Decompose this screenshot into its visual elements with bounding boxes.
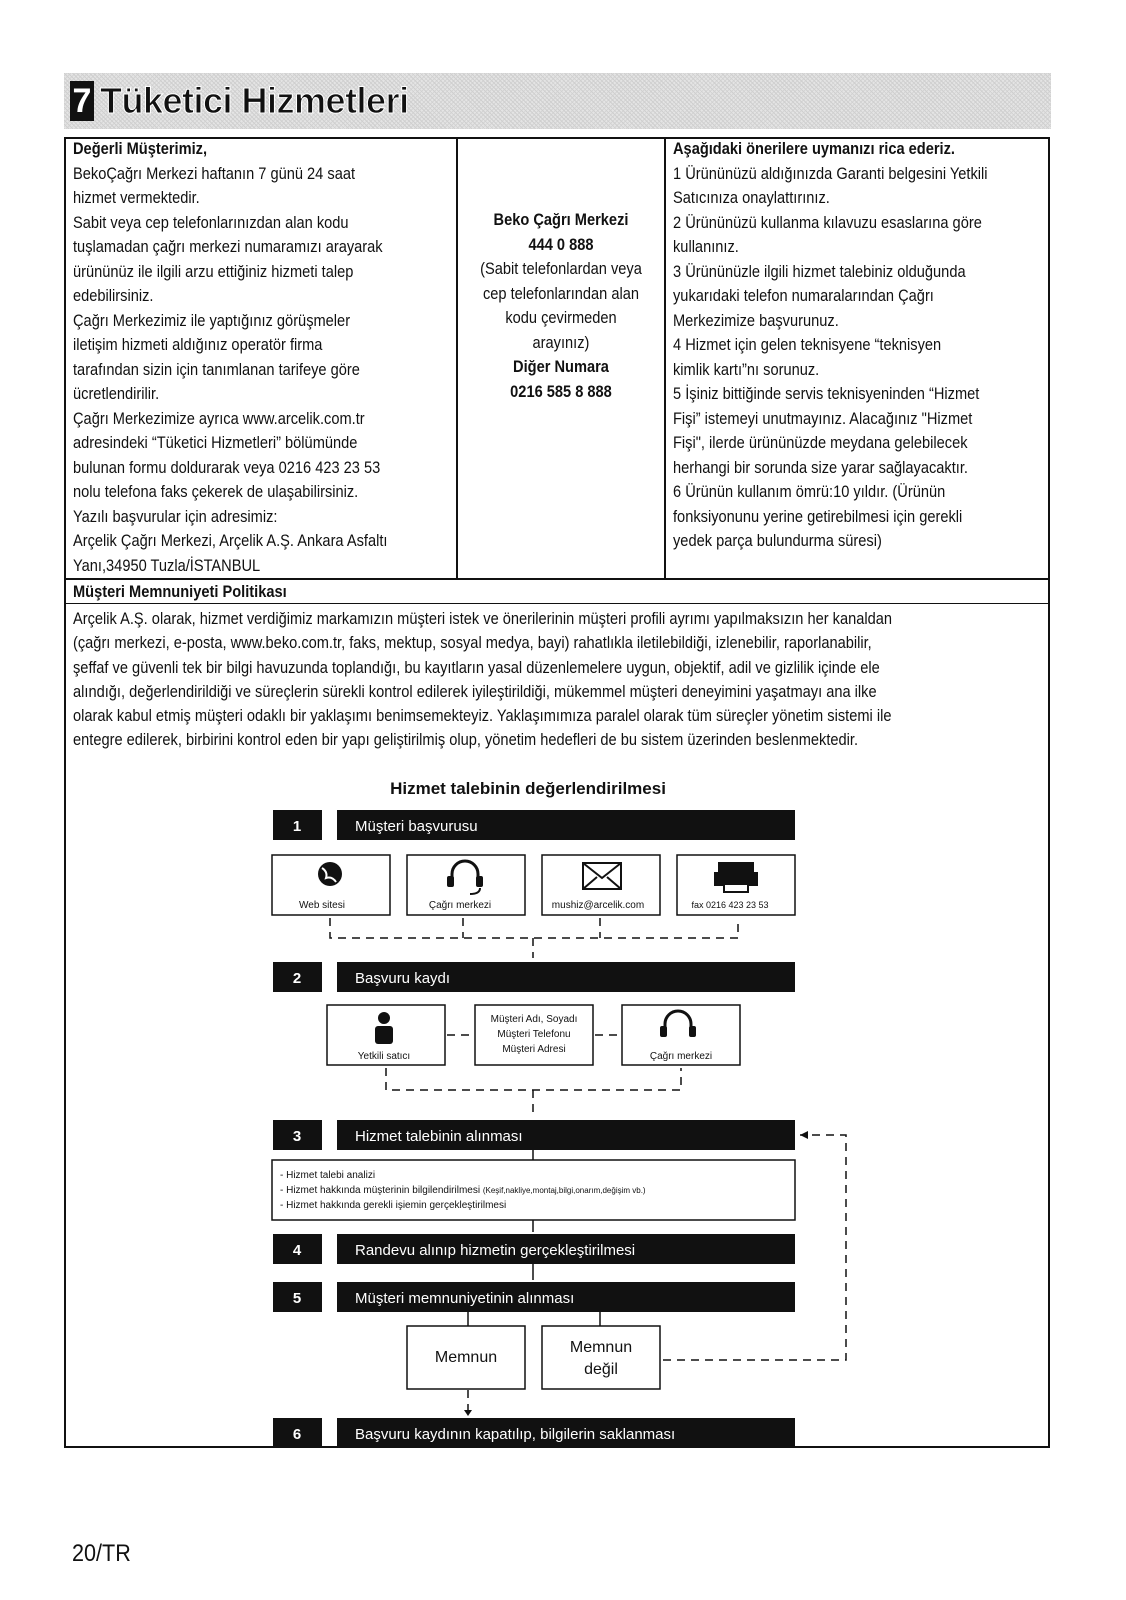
col1-lines-line: Yanı,34950 Tuzla/İSTANBUL [73, 555, 261, 575]
registration-call-center [622, 1005, 740, 1065]
arrow-down-icon [464, 1410, 472, 1416]
col1-lines-line: Çağrı Merkezimiz ile yaptığınız görüşmeler [73, 310, 351, 330]
svg-text:- Hizmet hakkında gerekli işie: - Hizmet hakkında gerekli işiemin gerçekleştirilmesi [280, 1200, 507, 1211]
svg-text:Hizmet talebinin alınması: Hizmet talebinin alınması [355, 1128, 523, 1145]
policy-line: entegre edilerek, birbirini kontrol eden bir yapı geliştirilmiş olup, yönetim hedefleri de bu sistem üzerinden beslenmektedir. [73, 730, 859, 750]
col1-lines-line: Yazılı başvurular için adresimiz: [73, 506, 278, 526]
col3-lines-line: herhangi bir sorunda size yarar sağlayacaktır. [673, 457, 968, 477]
svg-text:fax 0216 423 23 53: fax 0216 423 23 53 [691, 900, 769, 910]
svg-text:- Hizmet hakkında müşterinin b: - Hizmet hakkında müşterinin bilgilendirilmesi (Keşif,nakliye,montaj,bilgi,onarım,değişim vb.) [280, 1185, 646, 1196]
svg-text:Müşteri Telefonu: Müşteri Telefonu [497, 1029, 571, 1040]
channel-email [542, 855, 660, 915]
col1-lines-line: adresindeki “Tüketici Hizmetleri” bölümünde [73, 433, 358, 452]
col1-lines-line: bulunan formu doldurarak veya 0216 423 23 53 [73, 457, 381, 477]
svg-text:Çağrı merkezi: Çağrı merkezi [649, 1051, 713, 1062]
col1-lines-line: edebilirsiniz. [73, 286, 154, 305]
policy-line: olarak kabul etmiş müşteri odaklı bir yaklaşımı benimsemekteyiz. Yaklaşımımıza paralel olarak tüm süreçler yönetim sistemi ile [73, 706, 892, 726]
svg-text:mushiz@arcelik.com: mushiz@arcelik.com [551, 900, 645, 911]
analysis-box [272, 1160, 795, 1220]
other-number: 0216 585 8 888 [510, 381, 612, 401]
col3-lines-line: Merkezimize başvurunuz. [673, 310, 839, 330]
col3-lines-line: yukarıdaki telefon numaralarından Çağrı [673, 286, 934, 305]
col3-lines-line: kullanınız. [673, 237, 739, 256]
col3-lines-line: 2 Ürününüzü kullanma kılavuzu esaslarına göre [673, 212, 982, 232]
section-title: Tüketici Hizmetleri [100, 80, 409, 121]
svg-text:2: 2 [292, 970, 302, 987]
svg-text:Web sitesi: Web sitesi [299, 900, 345, 911]
col3-lines-line: 4 Hizmet için gelen teknisyene “teknisyen [673, 335, 942, 354]
svg-text:değil: değil [584, 1361, 618, 1378]
call-center-note-4: arayınız) [532, 332, 590, 352]
col3-lines-line: Satıcınıza onaylattırınız. [673, 188, 830, 207]
policy-title: Müşteri Memnuniyeti Politikası [73, 582, 287, 601]
col1-lines-line: hizmet vermektedir. [73, 188, 200, 207]
col3-lines-line: 5 İşiniz bittiğinde servis teknisyeninden “Hizmet [673, 384, 980, 403]
svg-text:- Hizmet talebi analizi: - Hizmet talebi analizi [280, 1170, 376, 1181]
channel-web [272, 855, 390, 915]
col1-lines-line: tarafından sizin için tanımlanan tarifeye göre [73, 359, 360, 379]
call-center-note-3: kodu çevirmeden [505, 308, 617, 327]
col1-lines-line: iletişim hizmeti aldığınız operatör firma [73, 335, 323, 354]
not-satisfied-box [542, 1326, 660, 1389]
svg-text:3: 3 [292, 1128, 302, 1145]
svg-text:6: 6 [292, 1426, 302, 1443]
col1-lines-line: BekoÇağrı Merkezi haftanın 7 günü 24 saat [73, 163, 356, 183]
channel-call-center [407, 855, 525, 915]
section-number: 7 [70, 81, 94, 121]
col3-lines-line: kimlik kartı”nı sorunuz. [673, 359, 820, 379]
col3-title: Aşağıdaki önerilere uymanızı rica ederiz. [673, 139, 955, 158]
policy-line: Arçelik A.Ş. olarak, hizmet verdiğimiz markamızın müşteri istek ve önerilerinin müşteri profili ayrımı yapılmaksızın her kanaldan [73, 609, 893, 628]
col1-lines-line: Arçelik Çağrı Merkezi, Arçelik A.Ş. Ankara Asfaltı [73, 531, 388, 550]
col3-lines-line: fonksiyonunu yerine getirebilmesi için gerekli [673, 506, 963, 526]
page-number: 20/TR [72, 1540, 131, 1567]
other-number-label: Diğer Numara [513, 357, 609, 376]
svg-text:Müşteri Adı, Soyadı: Müşteri Adı, Soyadı [490, 1014, 578, 1025]
col3-lines-line: 1 Ürününüzü aldığınızda Garanti belgesini Yetkili [673, 163, 988, 183]
svg-text:1: 1 [292, 818, 302, 835]
satisfied-box [407, 1326, 525, 1389]
col1-lines-line: Çağrı Merkezimize ayrıca www.arcelik.com.tr [73, 408, 365, 428]
col1-lines-line: Sabit veya cep telefonlarınızdan alan kodu [73, 212, 349, 232]
registration-dealer [327, 1005, 445, 1065]
step-5 [273, 1282, 795, 1312]
svg-text:5: 5 [292, 1290, 302, 1307]
svg-text:Memnun: Memnun [569, 1339, 633, 1356]
col1-lines-line: ücretlendirilir. [73, 384, 160, 403]
call-center-note-1: (Sabit telefonlardan veya [480, 259, 642, 278]
policy-line: (çağrı merkezi, e-posta, www.beko.com.tr, faks, mektup, sosyal medya, bayi) rahatlıkla iletilebildiği, izlenebilir, raporlanabilir, [73, 633, 872, 653]
col1-lines-line: ürününüz ile ilgili arzu ettiğiniz hizmeti talep [73, 261, 354, 281]
col1-lines-line: nolu telefona faks çekerek de ulaşabilirsiniz. [73, 482, 359, 501]
svg-text:Müşteri memnuniyetinin alınmas: Müşteri memnuniyetinin alınması [355, 1290, 575, 1307]
svg-text:Başvuru kaydı: Başvuru kaydı [355, 970, 451, 987]
col3-lines-line: Fişi” istemeyi unutmayınız. Alacağınız "Hizmet [673, 408, 973, 428]
svg-text:Memnun: Memnun [434, 1349, 498, 1366]
col3-lines-line: 6 Ürünün kullanım ömrü:10 yıldır. (Ürünün [673, 482, 946, 501]
svg-text:Randevu alınıp hizmetin gerçek: Randevu alınıp hizmetin gerçekleştirilmesi [355, 1242, 636, 1259]
policy-line: şeffaf ve güvenli tek bir bilgi havuzunda toplandığı, bu kayıtların yasal düzenlemelere uygun, objektif, adil ve gizlilik içinde ele [73, 657, 880, 677]
step-2 [273, 962, 795, 992]
col3-lines-line: 3 Ürününüzle ilgili hizmet talebiniz olduğunda [673, 261, 966, 281]
svg-text:Çağrı merkezi: Çağrı merkezi [428, 900, 492, 911]
registration-info [475, 1005, 593, 1065]
call-center-number: 444 0 888 [528, 234, 594, 254]
call-center-name: Beko Çağrı Merkezi [493, 210, 629, 229]
svg-text:Başvuru kaydının kapatılıp, bi: Başvuru kaydının kapatılıp, bilgilerin saklanması [355, 1426, 676, 1443]
channel-fax [677, 855, 795, 915]
col1-lines-line: tuşlamadan çağrı merkezi numaramızı arayarak [73, 237, 383, 256]
svg-text:4: 4 [292, 1242, 302, 1259]
step-1 [273, 810, 795, 840]
col3-lines-line: yedek parça bulundurma süresi) [673, 531, 882, 550]
svg-text:Müşteri Adresi: Müşteri Adresi [502, 1044, 566, 1055]
svg-text:Yetkili satıcı: Yetkili satıcı [357, 1051, 411, 1062]
person-icon [378, 1012, 390, 1024]
step-3 [273, 1120, 795, 1150]
col1-title: Değerli Müşterimiz, [73, 139, 208, 158]
col3-lines-line: Fişi", ilerde ürününüzde meydana gelebilecek [673, 433, 968, 452]
flow-title: Hizmet talebinin değerlendirilmesi [390, 779, 666, 798]
svg-text:Müşteri başvurusu: Müşteri başvurusu [355, 818, 478, 835]
fax-icon [718, 862, 754, 872]
call-center-note-2: cep telefonlarından alan [482, 283, 640, 303]
globe-icon [318, 862, 342, 886]
step-4 [273, 1234, 795, 1264]
policy-line: alındığı, değerlendirildiği ve süreçlerin sürekli kontrol edilerek iyileştirildiği, mükemmel müşteri deneyimini yaşatmayı ana ilke [73, 681, 877, 701]
step-6 [273, 1418, 795, 1448]
